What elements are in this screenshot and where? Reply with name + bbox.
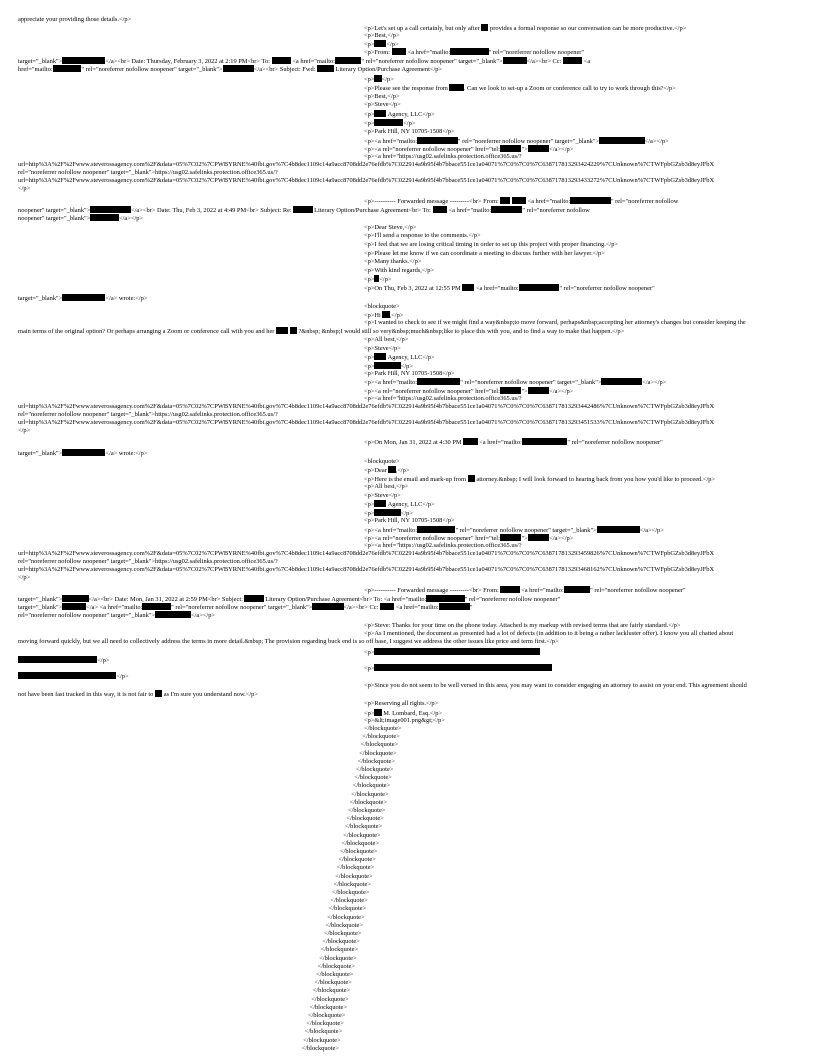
redaction-bar xyxy=(468,475,475,482)
text-line: rel="noreferrer nofollow noopener" target="_blank">https://usg02.safelinks.protection.office365.us/? xyxy=(18,558,278,565)
text-line: rel="noreferrer nofollow noopener" target="_blank">https://usg02.safelinks.protection.office365.us/? xyxy=(18,411,278,418)
redaction-bar xyxy=(563,57,582,64)
text-line: target="_blank"> </a><br> Date: Mon, Jan 31, 2022 at 2:59 PM<br> Subject: Literary Option/Purchase Agreement<br> To: <a href="mailto: " rel="noreferrer nofollow noopener" xyxy=(18,596,561,603)
closing-blockquote-tag: </blockquote> xyxy=(309,1003,347,1011)
text-line: rel="noreferrer nofollow noopener" target="_blank"> </a></p> xyxy=(18,612,215,619)
redaction-bar xyxy=(500,197,510,204)
redaction-bar xyxy=(62,57,105,64)
redaction-bar xyxy=(62,595,88,602)
redaction-bar xyxy=(450,48,488,55)
redaction-bar xyxy=(223,65,254,72)
closing-blockquote-tag: </blockquote> xyxy=(356,766,394,773)
redaction-bar xyxy=(290,327,297,334)
redaction-bar xyxy=(491,206,522,213)
closing-blockquote-tag: </blockquote> xyxy=(316,971,354,978)
text-line: </p> xyxy=(18,672,129,680)
closing-blockquote-tag: </blockquote> xyxy=(357,757,395,765)
closing-blockquote-tag: </blockquote> xyxy=(320,946,359,954)
redaction-bar xyxy=(374,709,381,716)
closing-blockquote-tag: </blockquote> xyxy=(306,1020,344,1028)
redaction-bar xyxy=(62,603,86,610)
redaction-bar xyxy=(374,362,400,369)
text-line: moving forward quickly, but we all need to collectively address the terms in more detail.&nbsp; The provision regarding buck end is so off base, I suggest we address the other issues like price and term first.</p> xyxy=(18,638,559,645)
text-line: url=http%3A%2F%2Fwww.steverossagency.com%2F&data=05%7C02%7CPWBYRNE%40fbi.gov%7C4b8dec1109c14a9acc8708dd2e76efdb%7C022914a9b95f4b7bbace551ce1a04071%7C0%7C0%7C638717813293468162%7CUnknown%7CTWFpbGZsb3d8eyJFbX xyxy=(18,566,715,573)
text-line: target="_blank"> </a> <a href="mailto: " rel="noreferrer nofollow noopener" target="_blank"> </a><br> Cc: <a href="mailto: " xyxy=(18,604,473,611)
closing-blockquote-tag: </blockquote> xyxy=(332,889,370,896)
closing-blockquote-tag: </blockquote> xyxy=(352,782,391,790)
closing-blockquote-tag: </blockquote> xyxy=(303,1036,341,1044)
closing-blockquote-tag: </blockquote> xyxy=(349,798,387,806)
redaction-bar xyxy=(528,534,550,541)
text-line: <p> Agency, LLC</p> xyxy=(364,111,435,118)
text-line: <p><a href="https://usg02.safelinks.protection.office365.us/? xyxy=(364,542,522,549)
text-line: <p>On Thu, Feb 3, 2022 at 12:55 PM <a href="mailto: " rel="noreferrer nofollow noopener" xyxy=(364,285,655,292)
redaction-bar xyxy=(500,145,522,152)
redaction-bar xyxy=(90,214,119,221)
closing-blockquote-tag: </blockquote> xyxy=(335,872,373,880)
text-line: <p> xyxy=(364,648,540,656)
closing-blockquote-tag: </blockquote> xyxy=(325,921,363,929)
text-line: <p><a href="mailto: " rel="noreferrer nofollow noopener" target="_blank"> </a></p> xyxy=(364,138,669,145)
closing-blockquote-tag: </blockquote> xyxy=(346,815,384,823)
text-line: not have been fast tracked in this way, it is not fair to as I'm sure you understand now.</p> xyxy=(18,691,258,698)
redaction-bar xyxy=(417,137,458,144)
text-line: </p> xyxy=(18,656,109,664)
text-line: noopener" target="_blank"> </a><br> Date: Thu, Feb 3, 2022 at 4:49 PM<br> Subject: Re: Literary Option/Purchase Agreement<br> To: <a href="mailto: " rel="noreferrer nofollow xyxy=(18,207,590,214)
text-line: <p> Agency, LLC</p> xyxy=(364,354,435,361)
redaction-bar xyxy=(462,284,474,291)
redaction-bar xyxy=(564,586,590,593)
closing-blockquote-tag: </blockquote> xyxy=(330,897,368,905)
text-line: <p>Best,</p> xyxy=(364,93,400,100)
text-line: <p> xyxy=(364,664,552,672)
closing-blockquote-tag: </blockquote> xyxy=(338,856,376,864)
text-line: <p> </p> xyxy=(364,41,399,48)
text-line: <p>Park Hill, NY 10705-1508</p> xyxy=(364,517,455,524)
closing-blockquote-tag: </blockquote> xyxy=(336,864,375,872)
redaction-bar xyxy=(382,311,389,318)
closing-blockquote-tag: </blockquote> xyxy=(359,749,397,757)
text-line: target="_blank"> </a><br> Date: Thursday, February 3, 2022 at 2:19 PM<br> To: <a href="mailto: " rel="noreferrer nofollow noopener" target="_blank"> </a><br> Cc: <a xyxy=(18,58,591,65)
redaction-bar xyxy=(463,438,477,445)
redaction-bar xyxy=(481,24,488,31)
redaction-bar xyxy=(433,206,447,213)
closing-blockquote-tag: </blockquote> xyxy=(327,913,365,921)
text-line: <p>I feel that we are losing critical timing in order to set up this project with proper financing.</p> xyxy=(364,241,618,248)
text-line: <p>With kind regards,</p> xyxy=(364,267,435,274)
redaction-bar xyxy=(439,603,470,610)
text-line: url=http%3A%2F%2Fwww.steverossagency.com%2F&data=05%7C02%7CPWBYRNE%40fbi.gov%7C4b8dec1109c14a9acc8708dd2e76efdb%7C022914a9b95f4b7bbace551ce1a04071%7C0%7C0%7C638717813293433272%7CUnknown%7CTWFpbGZsb3d8eyJFbX xyxy=(18,177,715,184)
text-line: <p>I'll send a response to the comments.</p> xyxy=(364,232,481,239)
redaction-bar xyxy=(90,206,131,213)
text-line: <p><a href="https://usg02.safelinks.protection.office365.us/? xyxy=(364,153,522,160)
text-line: <p>As I mentioned, the document as presented had a lot of defects (in addition to it being a rather lackluster offer). I know you all chatted about xyxy=(364,630,734,637)
closing-blockquote-tag: </blockquote> xyxy=(304,1028,343,1036)
text-line: <p><a rel="noreferrer nofollow noopener" href="tel: "> </a></p> xyxy=(364,535,574,542)
redaction-bar xyxy=(374,353,386,360)
redaction-bar xyxy=(599,137,645,144)
text-line: <p>I wanted to check to see if we might find a way&nbsp;to move forward, perhaps&nbsp;accepting her attorney's changes but consider keeping the xyxy=(364,319,746,326)
redaction-bar xyxy=(53,65,82,72)
text-line: url=http%3A%2F%2Fwww.steverossagency.com%2F&data=05%7C02%7CPWBYRNE%40fbi.gov%7C4b8dec1109c14a9acc8708dd2e76efdb%7C022914a9b95f4b7bbace551ce1a04071%7C0%7C0%7C638717813293459826%7CUnknown%7CTWFpbGZsb3d8eyJFbX xyxy=(18,550,715,557)
text-line: href="mailto: " rel="noreferrer nofollow noopener" target="_blank"> </a><br> Subject: Fwd: Literary Option/Purchase Agreement</p> xyxy=(18,66,443,73)
text-line: <p>On Mon, Jan 31, 2022 at 4:30 PM <a href="mailto: " rel="noreferrer nofollow noopener" xyxy=(364,439,663,446)
text-line: rel="noreferrer nofollow noopener" target="_blank">https://usg02.safelinks.protection.office365.us/? xyxy=(18,169,278,176)
redaction-bar xyxy=(374,648,540,655)
closing-blockquote-tag: </blockquote> xyxy=(324,930,362,937)
redaction-bar xyxy=(528,145,550,152)
text-line: <p><a rel="noreferrer nofollow noopener" href="tel: "> </a></p> xyxy=(364,146,574,153)
redaction-bar xyxy=(392,48,406,55)
text-line: <p> M. Lombard, Esq.</p> xyxy=(364,710,443,717)
redaction-bar xyxy=(276,327,288,334)
closing-blockquote-tag: </blockquote> xyxy=(311,995,349,1003)
redaction-bar xyxy=(503,57,527,64)
text-line: <p> </p> xyxy=(364,510,413,517)
closing-blockquote-tag: </blockquote> xyxy=(340,848,378,855)
text-line: </p> xyxy=(18,574,31,581)
redaction-bar xyxy=(374,275,379,282)
redaction-bar xyxy=(374,509,400,516)
redaction-bar xyxy=(374,664,552,671)
redaction-bar xyxy=(317,65,334,72)
redaction-bar xyxy=(312,603,343,610)
redaction-bar xyxy=(380,603,394,610)
text-line: <p><a rel="noreferrer nofollow noopener" href="tel: "> </a></p> xyxy=(364,388,574,395)
redaction-bar xyxy=(155,611,191,618)
redaction-bar xyxy=(528,387,550,394)
redaction-bar xyxy=(335,57,361,64)
text-line: main terms of the original option? Or perhaps arranging a Zoom or conference call with you and her ?&nbsp; &nbsp;I would still so very&nbsp;much&nbsp;like to place this with you, and to find a way to make that happen.</p> xyxy=(18,328,625,335)
closing-blockquote-tag: </blockquote> xyxy=(319,954,357,962)
text-line: <p>Dear ,</p> xyxy=(364,467,410,474)
text-line: <p>---------- Forwarded message ---------<br> From: <a href="mailto: " rel="noreferrer nofollow xyxy=(364,198,679,205)
text-line: url=http%3A%2F%2Fwww.steverossagency.com%2F&data=05%7C02%7CPWBYRNE%40fbi.gov%7C4b8dec1109c14a9acc8708dd2e76efdb%7C022914a9b95f4b7bbace551ce1a04071%7C0%7C0%7C638717813293451533%7CUnknown%7CTWFpbGZsb3d8eyJFbX xyxy=(18,419,715,426)
redaction-bar xyxy=(293,206,312,213)
redaction-bar xyxy=(417,526,455,533)
text-line: <p>---------- Forwarded message ---------<br> From: <a href="mailto: " rel="noreferrer nofollow noopener" xyxy=(364,587,686,594)
redaction-bar xyxy=(522,438,568,445)
closing-blockquote-tag: </blockquote> xyxy=(312,987,351,995)
redaction-bar xyxy=(417,378,460,385)
text-line: <p>Please let me know if we can coordinate a meeting to discuss further with her lawyer.</p> xyxy=(364,250,605,257)
text-line: <p> </p> xyxy=(364,363,413,370)
redaction-bar xyxy=(374,75,381,82)
redaction-bar xyxy=(388,466,395,473)
text-line: target="_blank"> </a> wrote:</p> xyxy=(18,450,148,457)
text-line: <p>Here is the email and mark-up from attorney.&nbsp; I will look forward to hearing back from you how you'd like to proceed.</p> xyxy=(364,476,716,483)
closing-blockquote-tag: </blockquote> xyxy=(301,1044,339,1052)
text-line: <p>Dear Steve,</p> xyxy=(364,224,417,231)
redaction-bar xyxy=(500,387,522,394)
text-line: <p> </p> xyxy=(364,276,392,283)
text-line: noopener" target="_blank"> </a></p> xyxy=(18,215,144,222)
text-line: <p><a href="https://usg02.safelinks.protection.office365.us/? xyxy=(364,395,522,402)
closing-blockquote-tag: </blockquote> xyxy=(333,880,371,888)
closing-blockquote-tag: </blockquote> xyxy=(364,725,402,732)
text-line: <p>Steve</p> xyxy=(364,345,401,352)
text-line: <p> </p> xyxy=(364,76,394,83)
text-line: <p>&lt;image001.png&gt;</p> xyxy=(364,717,445,724)
closing-blockquote-tag: </blockquote> xyxy=(317,962,355,970)
text-line: <p>Reserving all rights.</p> xyxy=(364,700,439,707)
redaction-bar xyxy=(272,57,291,64)
closing-blockquote-tag: </blockquote> xyxy=(351,790,389,798)
text-line: <p>Park Hill, NY 10705-1508</p> xyxy=(364,370,455,377)
closing-blockquote-tag: </blockquote> xyxy=(328,905,367,913)
redaction-bar xyxy=(374,119,403,126)
redaction-bar xyxy=(374,40,386,47)
redaction-bar xyxy=(500,534,522,541)
text-line: target="_blank"> </a> wrote:</p> xyxy=(18,295,148,302)
redaction-bar xyxy=(601,378,642,385)
text-line: <p><a href="mailto: " rel="noreferrer nofollow noopener" target="_blank"> </a></p> xyxy=(364,379,667,386)
text-line: <p><a href="mailto: " rel="noreferrer nofollow noopener" target="_blank"> </a></p> xyxy=(364,527,664,534)
redaction-bar xyxy=(18,672,116,679)
redaction-bar xyxy=(426,595,464,602)
text-line: <p>Hi ,</p> xyxy=(364,312,404,319)
text-line: </p> xyxy=(18,185,31,192)
redaction-bar xyxy=(512,197,526,204)
redaction-bar xyxy=(18,656,97,663)
text-line: <p>Steve</p> xyxy=(364,101,401,108)
closing-blockquote-tag: </blockquote> xyxy=(322,938,360,946)
text-line: <p>Please see the response from . Can we look to set-up a Zoom or conference call to try to work through this?</p> xyxy=(364,85,676,92)
text-line: <p>Park Hill, NY 10705-1508</p> xyxy=(364,128,455,135)
redaction-bar xyxy=(142,603,171,610)
redaction-bar xyxy=(62,294,105,301)
text-line: <p>Steve</p> xyxy=(364,492,401,499)
text-line: url=http%3A%2F%2Fwww.steverossagency.com%2F&data=05%7C02%7CPWBYRNE%40fbi.gov%7C4b8dec1109c14a9acc8708dd2e76efdb%7C022914a9b95f4b7bbace551ce1a04071%7C0%7C0%7C638717813293424229%7CUnknown%7CTWFpbGZsb3d8eyJFbX xyxy=(18,161,715,168)
text-line: appreciate your providing those details.</p> xyxy=(18,16,132,23)
text-line: <p>All best,</p> xyxy=(364,483,409,490)
text-line: <blockquote> xyxy=(364,303,400,310)
text-line: <p> Agency, LLC</p> xyxy=(364,501,435,508)
text-line: url=http%3A%2F%2Fwww.steverossagency.com%2F&data=05%7C02%7CPWBYRNE%40fbi.gov%7C4b8dec1109c14a9acc8708dd2e76efdb%7C022914a9b95f4b7bbace551ce1a04071%7C0%7C0%7C638717813293442486%7CUnknown%7CTWFpbGZsb3d8eyJFbX xyxy=(18,403,715,410)
text-line: </p> xyxy=(18,427,31,434)
text-line: <p>Let's set up a call certainly, but only after provides a formal response so our conversation can be more productive.</p> xyxy=(364,25,687,32)
closing-blockquote-tag: </blockquote> xyxy=(308,1012,346,1019)
text-line: <p>Steve: Thanks for your time on the phone today. Attached is my markup with revised terms that are fairly standard.</p> xyxy=(364,622,681,629)
text-line: <p>Many thanks.</p> xyxy=(364,258,422,265)
closing-blockquote-tag: </blockquote> xyxy=(348,807,386,814)
redaction-bar xyxy=(597,526,640,533)
closing-blockquote-tag: </blockquote> xyxy=(343,831,381,839)
redaction-bar xyxy=(62,449,105,456)
text-line: <p>Best,</p> xyxy=(364,32,400,39)
closing-blockquote-tag: </blockquote> xyxy=(354,774,392,782)
text-line: <p>From: <a href="mailto: " rel="noreferrer nofollow noopener" xyxy=(364,49,585,56)
text-line: <p>All best,</p> xyxy=(364,336,409,343)
redaction-bar xyxy=(155,690,162,697)
closing-blockquote-tag: </blockquote> xyxy=(314,979,352,987)
closing-blockquote-tag: </blockquote> xyxy=(362,733,400,741)
redaction-bar xyxy=(244,595,263,602)
text-line: <blockquote> xyxy=(364,458,400,465)
redaction-bar xyxy=(570,197,611,204)
redaction-bar xyxy=(374,500,386,507)
closing-blockquote-tag: </blockquote> xyxy=(360,741,399,749)
redaction-bar xyxy=(449,84,463,91)
redaction-bar xyxy=(374,110,386,117)
redaction-bar xyxy=(519,284,560,291)
closing-blockquote-tag: </blockquote> xyxy=(344,823,383,831)
closing-blockquote-tag: </blockquote> xyxy=(341,839,379,847)
redaction-bar xyxy=(500,586,519,593)
text-line: <p> </p> xyxy=(364,120,416,127)
text-line: <p>Since you do not seem to be well versed in this area, you may want to consider engaging an attorney to assist on your end. This agreement should xyxy=(364,682,747,689)
